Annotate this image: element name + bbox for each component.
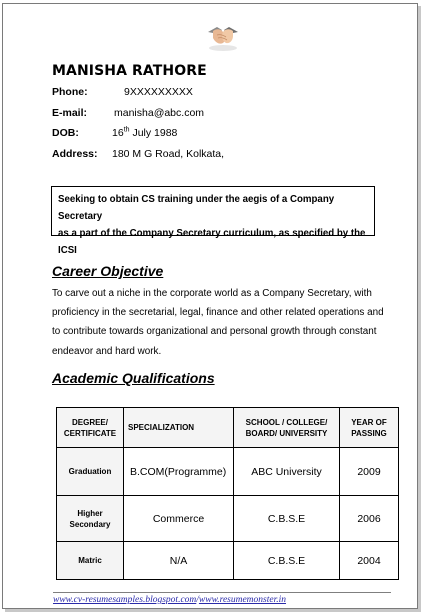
career-objective-line: endeavor and hard work.	[52, 345, 162, 357]
dob-label: DOB:	[52, 127, 79, 139]
email-value: manisha@abc.com	[114, 107, 205, 119]
header-school: SCHOOL / COLLEGE/ BOARD/ UNIVERSITY	[234, 408, 340, 448]
phone-label: Phone:	[52, 86, 88, 98]
year-cell: 2009	[340, 448, 399, 496]
footer-separator: /	[196, 595, 199, 605]
dob-day: 16	[112, 127, 124, 139]
objective-line-1: Seeking to obtain CS training under the aegis of a Company Secretary	[58, 194, 335, 222]
phone-value: 9XXXXXXXXX	[124, 86, 193, 98]
academic-table	[56, 407, 399, 580]
year-cell: 2004	[340, 542, 399, 580]
school-cell: ABC University	[234, 448, 340, 496]
degree-cell: Graduation	[57, 448, 124, 496]
academic-qualifications-title: Academic Qualifications	[52, 370, 215, 386]
email-label: E-mail:	[52, 107, 88, 119]
school-cell: C.B.S.E	[234, 542, 340, 580]
footer-link-cv-resumesamples[interactable]: www.cv-resumesamples.blogspot.com	[53, 595, 197, 605]
specialization-cell: B.COM(Programme)	[124, 448, 234, 496]
dob-value	[112, 127, 177, 139]
footer-links	[53, 595, 286, 605]
career-objective-line: to contribute towards organizational and personal growth through constant	[52, 326, 377, 338]
address-value: 180 M G Road, Kolkata,	[112, 148, 225, 160]
table-row	[57, 496, 399, 542]
address-label: Address:	[52, 148, 98, 160]
career-objective-line: proficiency in the secretarial, legal, finance and other related operations and	[52, 307, 384, 319]
handshake-icon	[205, 18, 241, 54]
table-row	[57, 542, 399, 580]
header-degree: DEGREE/ CERTIFICATE	[57, 408, 124, 448]
table-header-row	[57, 408, 399, 448]
degree-cell: Matric	[57, 542, 124, 580]
degree-cell: Higher Secondary	[57, 496, 124, 542]
objective-line-2: as a part of the Company Secretary curriculum, as specified by the ICSI	[58, 228, 366, 256]
footer-link-resumemonster[interactable]: www.resumemonster.in	[198, 595, 287, 605]
year-cell: 2006	[340, 496, 399, 542]
specialization-cell: Commerce	[124, 496, 234, 542]
resume-page	[2, 3, 418, 609]
school-cell: C.B.S.E	[234, 496, 340, 542]
specialization-cell: N/A	[124, 542, 234, 580]
dob-rest: July 1988	[129, 127, 178, 139]
career-objective-line: To carve out a niche in the corporate world as a Company Secretary, with	[52, 288, 372, 299]
candidate-name: MANISHA RATHORE	[52, 63, 207, 79]
footer-divider	[53, 592, 391, 593]
objective-summary-box	[51, 186, 375, 256]
career-objective-title: Career Objective	[52, 263, 164, 279]
career-objective-text	[52, 284, 397, 361]
dob-suffix: th	[123, 126, 130, 134]
table-row	[57, 448, 399, 496]
header-specialization: SPECIALIZATION	[124, 408, 234, 448]
header-year: YEAR OF PASSING	[340, 408, 399, 448]
